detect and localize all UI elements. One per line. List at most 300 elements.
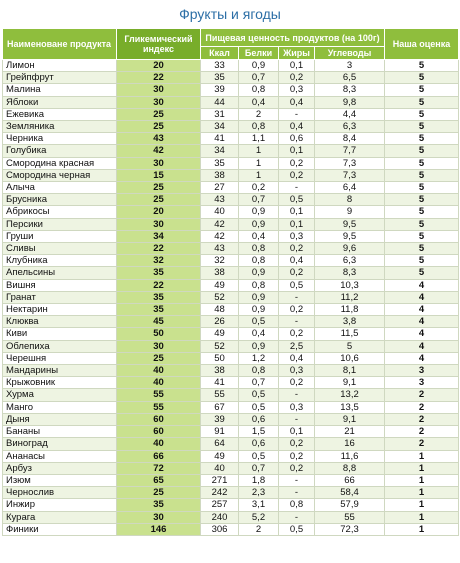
cell-carbs: 3,8 xyxy=(315,316,385,328)
cell-product-name: Сливы xyxy=(3,243,117,255)
cell-protein: 2,3 xyxy=(239,487,279,499)
cell-protein: 0,8 xyxy=(239,84,279,96)
cell-score: 1 xyxy=(385,474,459,486)
cell-product-name: Малина xyxy=(3,84,117,96)
cell-glycemic-index: 55 xyxy=(117,389,201,401)
cell-carbs: 16 xyxy=(315,438,385,450)
cell-fat: 0,2 xyxy=(279,157,315,169)
cell-fat: 0,4 xyxy=(279,352,315,364)
cell-score: 5 xyxy=(385,182,459,194)
cell-protein: 0,9 xyxy=(239,267,279,279)
cell-score: 1 xyxy=(385,499,459,511)
cell-carbs: 6,4 xyxy=(315,182,385,194)
cell-glycemic-index: 30 xyxy=(117,84,201,96)
table-row xyxy=(3,401,459,413)
cell-protein: 3,1 xyxy=(239,499,279,511)
cell-carbs: 6,3 xyxy=(315,255,385,267)
cell-product-name: Дыня xyxy=(3,413,117,425)
cell-kcal: 67 xyxy=(201,401,239,413)
cell-protein: 5,2 xyxy=(239,511,279,523)
cell-product-name: Абрикосы xyxy=(3,206,117,218)
table-row xyxy=(3,340,459,352)
cell-protein: 0,9 xyxy=(239,291,279,303)
cell-fat: 0,2 xyxy=(279,72,315,84)
cell-score: 5 xyxy=(385,255,459,267)
cell-product-name: Киви xyxy=(3,328,117,340)
cell-carbs: 9,5 xyxy=(315,218,385,230)
cell-protein: 1 xyxy=(239,157,279,169)
page-title: Фрукты и ягоды xyxy=(179,6,281,22)
cell-fat: 0,1 xyxy=(279,426,315,438)
table-row xyxy=(3,267,459,279)
table-row xyxy=(3,389,459,401)
cell-fat: 0,4 xyxy=(279,255,315,267)
cell-product-name: Виноград xyxy=(3,438,117,450)
cell-protein: 0,7 xyxy=(239,194,279,206)
cell-carbs: 9,1 xyxy=(315,413,385,425)
cell-score: 4 xyxy=(385,304,459,316)
cell-score: 5 xyxy=(385,121,459,133)
cell-glycemic-index: 32 xyxy=(117,255,201,267)
cell-carbs: 11,6 xyxy=(315,450,385,462)
cell-glycemic-index: 60 xyxy=(117,426,201,438)
cell-kcal: 306 xyxy=(201,523,239,535)
cell-product-name: Бананы xyxy=(3,426,117,438)
cell-score: 5 xyxy=(385,108,459,120)
cell-kcal: 39 xyxy=(201,84,239,96)
table-row xyxy=(3,328,459,340)
cell-fat: 0,2 xyxy=(279,328,315,340)
cell-product-name: Мандарины xyxy=(3,365,117,377)
cell-protein: 0,5 xyxy=(239,389,279,401)
header-glycemic-index: Гликемический индекс xyxy=(117,29,201,60)
cell-glycemic-index: 25 xyxy=(117,487,201,499)
cell-fat: 0,2 xyxy=(279,438,315,450)
cell-fat: 0,2 xyxy=(279,450,315,462)
table-row xyxy=(3,169,459,181)
cell-carbs: 8,3 xyxy=(315,267,385,279)
cell-fat: 0,3 xyxy=(279,230,315,242)
cell-score: 5 xyxy=(385,218,459,230)
cell-protein: 2 xyxy=(239,108,279,120)
cell-product-name: Яблоки xyxy=(3,96,117,108)
cell-product-name: Персики xyxy=(3,218,117,230)
cell-product-name: Грейпфрут xyxy=(3,72,117,84)
cell-protein: 0,9 xyxy=(239,206,279,218)
cell-glycemic-index: 22 xyxy=(117,243,201,255)
header-fat: Жиры xyxy=(279,47,315,60)
cell-protein: 0,5 xyxy=(239,316,279,328)
cell-score: 1 xyxy=(385,462,459,474)
cell-fat: 0,2 xyxy=(279,304,315,316)
cell-protein: 0,8 xyxy=(239,365,279,377)
cell-protein: 1,1 xyxy=(239,133,279,145)
cell-glycemic-index: 25 xyxy=(117,108,201,120)
table-row xyxy=(3,438,459,450)
cell-score: 5 xyxy=(385,133,459,145)
table-row xyxy=(3,230,459,242)
cell-score: 3 xyxy=(385,377,459,389)
cell-score: 5 xyxy=(385,243,459,255)
table-row xyxy=(3,96,459,108)
cell-kcal: 50 xyxy=(201,352,239,364)
cell-product-name: Груши xyxy=(3,230,117,242)
cell-score: 2 xyxy=(385,389,459,401)
table-row xyxy=(3,182,459,194)
cell-protein: 1,8 xyxy=(239,474,279,486)
table-row xyxy=(3,72,459,84)
cell-fat: - xyxy=(279,291,315,303)
cell-product-name: Ежевика xyxy=(3,108,117,120)
table-row xyxy=(3,499,459,511)
cell-protein: 0,4 xyxy=(239,96,279,108)
cell-fat: 0,1 xyxy=(279,218,315,230)
cell-score: 5 xyxy=(385,267,459,279)
cell-kcal: 91 xyxy=(201,426,239,438)
cell-protein: 0,8 xyxy=(239,121,279,133)
cell-protein: 0,2 xyxy=(239,182,279,194)
cell-carbs: 8,4 xyxy=(315,133,385,145)
cell-glycemic-index: 25 xyxy=(117,182,201,194)
cell-kcal: 35 xyxy=(201,72,239,84)
cell-carbs: 10,3 xyxy=(315,279,385,291)
cell-product-name: Земляника xyxy=(3,121,117,133)
cell-product-name: Клюква xyxy=(3,316,117,328)
cell-glycemic-index: 25 xyxy=(117,352,201,364)
cell-protein: 0,8 xyxy=(239,279,279,291)
cell-kcal: 35 xyxy=(201,157,239,169)
cell-fat: 0,5 xyxy=(279,279,315,291)
cell-fat: 2,5 xyxy=(279,340,315,352)
cell-carbs: 8 xyxy=(315,194,385,206)
cell-product-name: Лимон xyxy=(3,60,117,72)
cell-kcal: 34 xyxy=(201,121,239,133)
cell-fat: 0,8 xyxy=(279,499,315,511)
cell-protein: 1,5 xyxy=(239,426,279,438)
cell-glycemic-index: 20 xyxy=(117,60,201,72)
cell-carbs: 8,1 xyxy=(315,365,385,377)
cell-fat: 0,5 xyxy=(279,194,315,206)
table-row xyxy=(3,304,459,316)
cell-fat: - xyxy=(279,389,315,401)
cell-glycemic-index: 72 xyxy=(117,462,201,474)
cell-score: 5 xyxy=(385,169,459,181)
cell-kcal: 42 xyxy=(201,230,239,242)
cell-fat: 0,5 xyxy=(279,523,315,535)
header-nutrition: Пищевая ценность продуктов (на 100г) xyxy=(201,29,385,47)
cell-fat: 0,3 xyxy=(279,84,315,96)
cell-protein: 0,4 xyxy=(239,230,279,242)
header-score: Наша оценка xyxy=(385,29,459,60)
table-row xyxy=(3,474,459,486)
cell-protein: 0,7 xyxy=(239,462,279,474)
cell-glycemic-index: 30 xyxy=(117,157,201,169)
cell-kcal: 38 xyxy=(201,169,239,181)
cell-glycemic-index: 30 xyxy=(117,96,201,108)
cell-carbs: 11,5 xyxy=(315,328,385,340)
cell-glycemic-index: 20 xyxy=(117,206,201,218)
cell-protein: 1,2 xyxy=(239,352,279,364)
table-row xyxy=(3,487,459,499)
cell-kcal: 38 xyxy=(201,365,239,377)
cell-carbs: 8,3 xyxy=(315,84,385,96)
cell-score: 5 xyxy=(385,60,459,72)
cell-glycemic-index: 40 xyxy=(117,365,201,377)
cell-fat: 0,2 xyxy=(279,462,315,474)
cell-fat: 0,2 xyxy=(279,267,315,279)
cell-glycemic-index: 35 xyxy=(117,304,201,316)
header-product-name: Наименоване продукта xyxy=(3,29,117,60)
cell-kcal: 33 xyxy=(201,60,239,72)
cell-glycemic-index: 30 xyxy=(117,511,201,523)
cell-score: 2 xyxy=(385,401,459,413)
cell-carbs: 58,4 xyxy=(315,487,385,499)
table-row xyxy=(3,377,459,389)
header-carbs: Углеводы xyxy=(315,47,385,60)
table-row xyxy=(3,426,459,438)
cell-fat: 0,3 xyxy=(279,401,315,413)
table-row xyxy=(3,194,459,206)
cell-product-name: Финики xyxy=(3,523,117,535)
cell-carbs: 6,5 xyxy=(315,72,385,84)
table-row xyxy=(3,157,459,169)
cell-score: 2 xyxy=(385,426,459,438)
cell-glycemic-index: 34 xyxy=(117,230,201,242)
cell-score: 5 xyxy=(385,72,459,84)
cell-glycemic-index: 66 xyxy=(117,450,201,462)
cell-glycemic-index: 60 xyxy=(117,413,201,425)
cell-fat: - xyxy=(279,182,315,194)
cell-carbs: 13,2 xyxy=(315,389,385,401)
cell-kcal: 44 xyxy=(201,96,239,108)
cell-fat: - xyxy=(279,316,315,328)
cell-glycemic-index: 30 xyxy=(117,340,201,352)
cell-score: 2 xyxy=(385,413,459,425)
cell-fat: - xyxy=(279,108,315,120)
cell-product-name: Смородина красная xyxy=(3,157,117,169)
cell-score: 4 xyxy=(385,340,459,352)
cell-fat: 0,3 xyxy=(279,365,315,377)
cell-kcal: 43 xyxy=(201,243,239,255)
cell-kcal: 34 xyxy=(201,145,239,157)
cell-score: 4 xyxy=(385,316,459,328)
table-row xyxy=(3,145,459,157)
cell-score: 4 xyxy=(385,328,459,340)
cell-glycemic-index: 40 xyxy=(117,377,201,389)
cell-carbs: 4,4 xyxy=(315,108,385,120)
cell-carbs: 8,8 xyxy=(315,462,385,474)
cell-carbs: 9,5 xyxy=(315,230,385,242)
cell-kcal: 49 xyxy=(201,450,239,462)
cell-kcal: 38 xyxy=(201,267,239,279)
table-row xyxy=(3,206,459,218)
cell-kcal: 31 xyxy=(201,108,239,120)
cell-kcal: 49 xyxy=(201,279,239,291)
table-row xyxy=(3,218,459,230)
cell-kcal: 43 xyxy=(201,194,239,206)
cell-protein: 0,9 xyxy=(239,218,279,230)
cell-fat: 0,2 xyxy=(279,243,315,255)
cell-product-name: Смородина черная xyxy=(3,169,117,181)
cell-carbs: 7,3 xyxy=(315,157,385,169)
cell-kcal: 52 xyxy=(201,340,239,352)
table-row xyxy=(3,279,459,291)
cell-score: 5 xyxy=(385,194,459,206)
cell-protein: 0,8 xyxy=(239,243,279,255)
cell-kcal: 240 xyxy=(201,511,239,523)
cell-product-name: Алыча xyxy=(3,182,117,194)
cell-fat: - xyxy=(279,474,315,486)
cell-product-name: Ананасы xyxy=(3,450,117,462)
table-row xyxy=(3,365,459,377)
cell-kcal: 32 xyxy=(201,255,239,267)
header-protein: Белки xyxy=(239,47,279,60)
table-row xyxy=(3,462,459,474)
header-kcal: Ккал xyxy=(201,47,239,60)
cell-score: 4 xyxy=(385,279,459,291)
table-row xyxy=(3,352,459,364)
cell-carbs: 9 xyxy=(315,206,385,218)
cell-product-name: Брусника xyxy=(3,194,117,206)
cell-protein: 0,7 xyxy=(239,72,279,84)
cell-glycemic-index: 25 xyxy=(117,194,201,206)
cell-carbs: 3 xyxy=(315,60,385,72)
cell-kcal: 26 xyxy=(201,316,239,328)
cell-kcal: 40 xyxy=(201,462,239,474)
cell-protein: 0,6 xyxy=(239,438,279,450)
cell-fat: 0,2 xyxy=(279,377,315,389)
cell-glycemic-index: 40 xyxy=(117,438,201,450)
table-row xyxy=(3,133,459,145)
cell-protein: 0,9 xyxy=(239,340,279,352)
cell-product-name: Нектарин xyxy=(3,304,117,316)
cell-kcal: 49 xyxy=(201,328,239,340)
cell-product-name: Хурма xyxy=(3,389,117,401)
cell-carbs: 66 xyxy=(315,474,385,486)
cell-glycemic-index: 45 xyxy=(117,316,201,328)
cell-carbs: 11,8 xyxy=(315,304,385,316)
cell-kcal: 52 xyxy=(201,291,239,303)
cell-glycemic-index: 42 xyxy=(117,145,201,157)
cell-glycemic-index: 15 xyxy=(117,169,201,181)
cell-fat: 0,2 xyxy=(279,169,315,181)
cell-protein: 0,5 xyxy=(239,401,279,413)
cell-kcal: 271 xyxy=(201,474,239,486)
table-row xyxy=(3,60,459,72)
cell-protein: 2 xyxy=(239,523,279,535)
cell-kcal: 48 xyxy=(201,304,239,316)
cell-score: 2 xyxy=(385,438,459,450)
cell-carbs: 9,8 xyxy=(315,96,385,108)
cell-score: 5 xyxy=(385,84,459,96)
cell-product-name: Курага xyxy=(3,511,117,523)
table-row xyxy=(3,511,459,523)
cell-kcal: 40 xyxy=(201,206,239,218)
cell-glycemic-index: 22 xyxy=(117,72,201,84)
cell-kcal: 41 xyxy=(201,377,239,389)
cell-carbs: 9,6 xyxy=(315,243,385,255)
cell-product-name: Манго xyxy=(3,401,117,413)
cell-product-name: Апельсины xyxy=(3,267,117,279)
cell-fat: 0,4 xyxy=(279,121,315,133)
cell-glycemic-index: 22 xyxy=(117,279,201,291)
cell-glycemic-index: 65 xyxy=(117,474,201,486)
table-row xyxy=(3,413,459,425)
table-row xyxy=(3,121,459,133)
cell-protein: 0,7 xyxy=(239,377,279,389)
cell-fat: 0,6 xyxy=(279,133,315,145)
cell-glycemic-index: 50 xyxy=(117,328,201,340)
cell-carbs: 9,1 xyxy=(315,377,385,389)
cell-fat: 0,1 xyxy=(279,145,315,157)
cell-fat: - xyxy=(279,487,315,499)
cell-glycemic-index: 25 xyxy=(117,121,201,133)
table-row xyxy=(3,316,459,328)
cell-product-name: Арбуз xyxy=(3,462,117,474)
cell-score: 5 xyxy=(385,157,459,169)
cell-protein: 0,5 xyxy=(239,450,279,462)
cell-product-name: Облепиха xyxy=(3,340,117,352)
cell-carbs: 5 xyxy=(315,340,385,352)
table-row xyxy=(3,291,459,303)
cell-protein: 0,9 xyxy=(239,60,279,72)
cell-score: 1 xyxy=(385,511,459,523)
cell-product-name: Изюм xyxy=(3,474,117,486)
cell-carbs: 7,7 xyxy=(315,145,385,157)
table-row xyxy=(3,255,459,267)
cell-fat: - xyxy=(279,511,315,523)
cell-carbs: 13,5 xyxy=(315,401,385,413)
cell-product-name: Инжир xyxy=(3,499,117,511)
cell-kcal: 42 xyxy=(201,218,239,230)
cell-carbs: 10,6 xyxy=(315,352,385,364)
cell-glycemic-index: 43 xyxy=(117,133,201,145)
cell-product-name: Черника xyxy=(3,133,117,145)
table-row xyxy=(3,523,459,535)
cell-score: 5 xyxy=(385,206,459,218)
table-row xyxy=(3,84,459,96)
cell-score: 1 xyxy=(385,487,459,499)
cell-kcal: 55 xyxy=(201,389,239,401)
cell-carbs: 72,3 xyxy=(315,523,385,535)
cell-product-name: Черешня xyxy=(3,352,117,364)
cell-product-name: Вишня xyxy=(3,279,117,291)
cell-score: 3 xyxy=(385,365,459,377)
cell-kcal: 39 xyxy=(201,413,239,425)
cell-kcal: 27 xyxy=(201,182,239,194)
cell-carbs: 6,3 xyxy=(315,121,385,133)
cell-score: 5 xyxy=(385,145,459,157)
cell-carbs: 57,9 xyxy=(315,499,385,511)
cell-kcal: 257 xyxy=(201,499,239,511)
cell-fat: - xyxy=(279,413,315,425)
cell-score: 4 xyxy=(385,291,459,303)
cell-product-name: Голубика xyxy=(3,145,117,157)
cell-carbs: 7,3 xyxy=(315,169,385,181)
cell-glycemic-index: 35 xyxy=(117,267,201,279)
cell-protein: 0,8 xyxy=(239,255,279,267)
table-row xyxy=(3,108,459,120)
cell-protein: 0,4 xyxy=(239,328,279,340)
cell-fat: 0,1 xyxy=(279,60,315,72)
cell-protein: 0,9 xyxy=(239,304,279,316)
cell-protein: 1 xyxy=(239,145,279,157)
cell-protein: 0,6 xyxy=(239,413,279,425)
cell-score: 1 xyxy=(385,523,459,535)
cell-kcal: 41 xyxy=(201,133,239,145)
cell-glycemic-index: 35 xyxy=(117,291,201,303)
cell-score: 5 xyxy=(385,96,459,108)
